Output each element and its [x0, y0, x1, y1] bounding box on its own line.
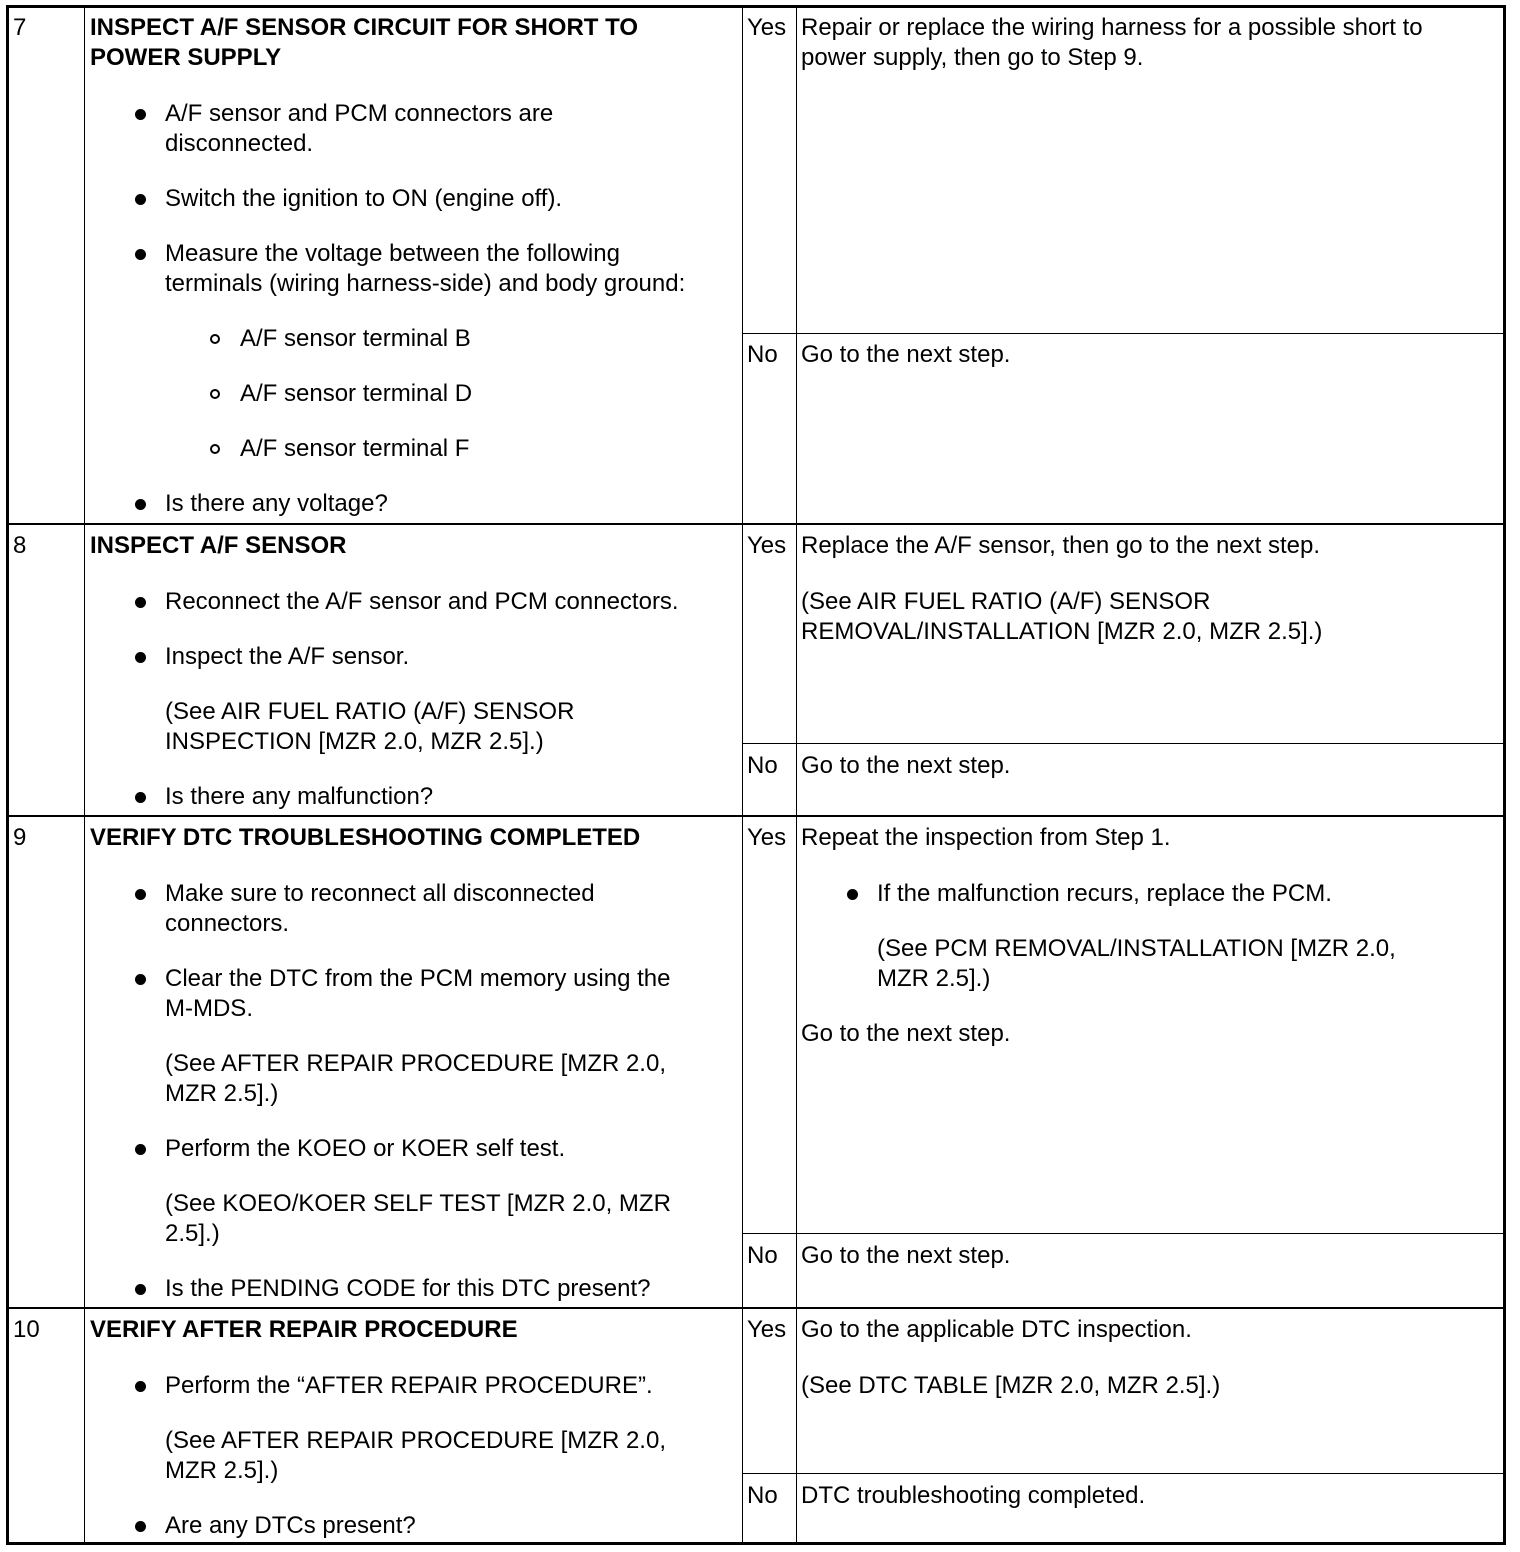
no-label: No	[747, 752, 778, 779]
yes-result-text: Repeat the inspection from Step 1.	[801, 824, 1171, 851]
column-divider	[84, 8, 85, 1542]
yes-label: Yes	[747, 532, 787, 559]
bullet-text: Is there any voltage?	[165, 490, 388, 517]
bullet-icon	[135, 249, 146, 260]
yes-note: (See DTC TABLE [MZR 2.0, MZR 2.5].)	[801, 1372, 1221, 1399]
step-number: 7	[13, 14, 27, 41]
step-title: INSPECT A/F SENSOR	[90, 532, 347, 559]
yes-no-divider	[742, 743, 1503, 744]
sub-bullet-text: A/F sensor terminal B	[240, 325, 471, 352]
yes-note: REMOVAL/INSTALLATION [MZR 2.0, MZR 2.5].)	[801, 618, 1323, 645]
bullet-text: A/F sensor and PCM connectors are	[165, 100, 554, 127]
bullet-note: (See AFTER REPAIR PROCEDURE [MZR 2.0,	[165, 1050, 666, 1077]
yes-no-divider	[742, 1233, 1503, 1234]
bullet-icon	[135, 499, 146, 510]
row-divider	[9, 1307, 1503, 1309]
no-label: No	[747, 1242, 778, 1269]
bullet-icon	[135, 1381, 146, 1392]
bullet-icon	[135, 109, 146, 120]
bullet-text: M-MDS.	[165, 995, 253, 1022]
yes-result-text: power supply, then go to Step 9.	[801, 44, 1144, 71]
bullet-text: Clear the DTC from the PCM memory using the	[165, 965, 671, 992]
bullet-text: Measure the voltage between the following	[165, 240, 620, 267]
no-label: No	[747, 1482, 778, 1509]
yes-bullet-note: (See PCM REMOVAL/INSTALLATION [MZR 2.0,	[877, 935, 1396, 962]
yes-label: Yes	[747, 824, 787, 851]
bullet-note: MZR 2.5].)	[165, 1457, 279, 1484]
yes-result-text: Repair or replace the wiring harness for a possible short to	[801, 14, 1423, 41]
yes-note: (See AIR FUEL RATIO (A/F) SENSOR	[801, 588, 1211, 615]
bullet-text: connectors.	[165, 910, 290, 937]
no-label: No	[747, 341, 778, 368]
bullet-text: Inspect the A/F sensor.	[165, 643, 410, 670]
circle-bullet-icon	[210, 389, 220, 399]
no-result-text: DTC troubleshooting completed.	[801, 1482, 1146, 1509]
step-title: VERIFY AFTER REPAIR PROCEDURE	[90, 1316, 518, 1343]
yes-bullet-note: MZR 2.5].)	[877, 965, 991, 992]
step-title: INSPECT A/F SENSOR CIRCUIT FOR SHORT TO	[90, 14, 639, 41]
bullet-icon	[135, 974, 146, 985]
step-number: 9	[13, 824, 27, 851]
bullet-icon	[135, 194, 146, 205]
circle-bullet-icon	[210, 444, 220, 454]
step-number: 8	[13, 532, 27, 559]
bullet-note: (See AFTER REPAIR PROCEDURE [MZR 2.0,	[165, 1427, 666, 1454]
bullet-icon	[135, 597, 146, 608]
step-number: 10	[13, 1316, 40, 1343]
column-divider	[796, 8, 797, 1542]
step-title: VERIFY DTC TROUBLESHOOTING COMPLETED	[90, 824, 641, 851]
bullet-text: Reconnect the A/F sensor and PCM connectors.	[165, 588, 679, 615]
bullet-icon	[135, 889, 146, 900]
bullet-note: INSPECTION [MZR 2.0, MZR 2.5].)	[165, 728, 544, 755]
bullet-icon	[135, 652, 146, 663]
yes-no-divider	[742, 333, 1503, 334]
bullet-text: Perform the “AFTER REPAIR PROCEDURE”.	[165, 1372, 653, 1399]
bullet-text: Make sure to reconnect all disconnected	[165, 880, 595, 907]
no-result-text: Go to the next step.	[801, 1242, 1011, 1269]
yes-bullet-text: If the malfunction recurs, replace the PCM.	[877, 880, 1332, 907]
bullet-icon	[847, 889, 858, 900]
circle-bullet-icon	[210, 334, 220, 344]
bullet-text: Are any DTCs present?	[165, 1512, 416, 1539]
yes-no-divider	[742, 1473, 1503, 1474]
bullet-text: disconnected.	[165, 130, 314, 157]
bullet-text: Is there any malfunction?	[165, 783, 434, 810]
bullet-text: Is the PENDING CODE for this DTC present?	[165, 1275, 651, 1302]
bullet-icon	[135, 792, 146, 803]
bullet-note: 2.5].)	[165, 1220, 220, 1247]
troubleshooting-table	[6, 5, 1506, 1545]
bullet-text: terminals (wiring harness-side) and body ground:	[165, 270, 686, 297]
bullet-text: Switch the ignition to ON (engine off).	[165, 185, 563, 212]
bullet-note: (See AIR FUEL RATIO (A/F) SENSOR	[165, 698, 575, 725]
step-title: POWER SUPPLY	[90, 44, 282, 71]
yes-result-text: Replace the A/F sensor, then go to the next step.	[801, 532, 1320, 559]
bullet-text: Perform the KOEO or KOER self test.	[165, 1135, 566, 1162]
bullet-note: MZR 2.5].)	[165, 1080, 279, 1107]
bullet-icon	[135, 1521, 146, 1532]
yes-after-text: Go to the next step.	[801, 1020, 1011, 1047]
row-divider	[9, 815, 1503, 817]
yes-result-text: Go to the applicable DTC inspection.	[801, 1316, 1192, 1343]
bullet-icon	[135, 1284, 146, 1295]
bullet-note: (See KOEO/KOER SELF TEST [MZR 2.0, MZR	[165, 1190, 671, 1217]
no-result-text: Go to the next step.	[801, 752, 1011, 779]
sub-bullet-text: A/F sensor terminal D	[240, 380, 473, 407]
bullet-icon	[135, 1144, 146, 1155]
yes-label: Yes	[747, 14, 787, 41]
column-divider	[742, 8, 743, 1542]
sub-bullet-text: A/F sensor terminal F	[240, 435, 470, 462]
row-divider	[9, 523, 1503, 525]
no-result-text: Go to the next step.	[801, 341, 1011, 368]
yes-label: Yes	[747, 1316, 787, 1343]
